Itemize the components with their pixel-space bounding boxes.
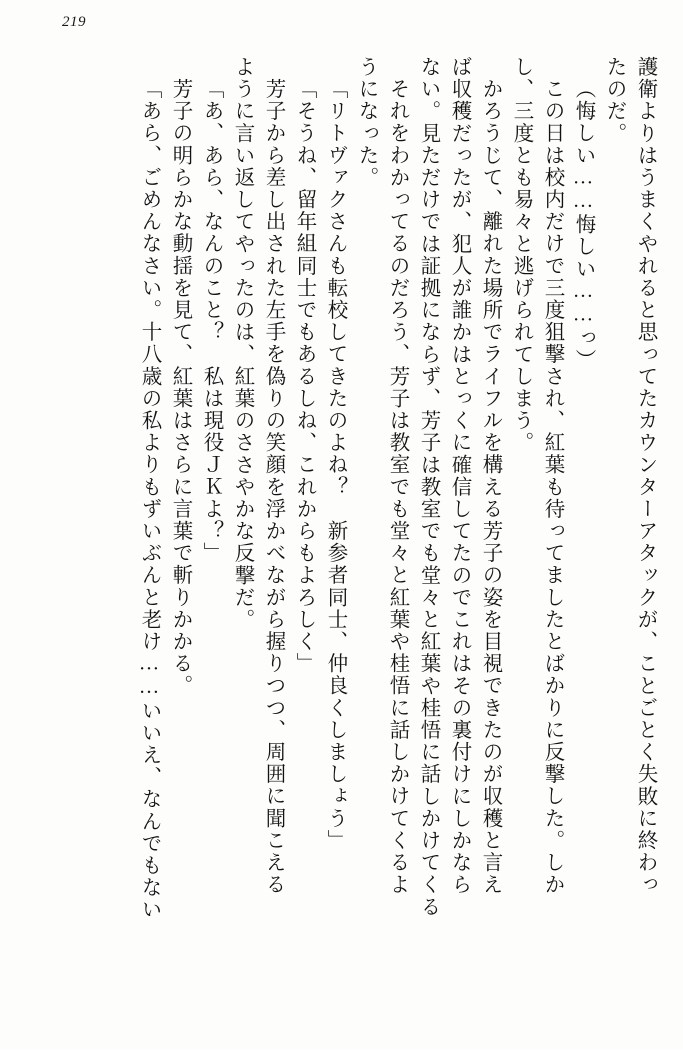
text-line: 護衛よりはうまくやれると思ってたカウンターアタックが、ことごとく失敗に終わっ <box>634 56 656 896</box>
text-line: 「あら、ごめんなさい。十八歳の私よりもずいぶんと老け……いいえ、なんでもない <box>138 78 160 921</box>
text-line: し、三度とも易々と逃げられてしまう。 <box>510 56 532 454</box>
text-line: （悔しい……悔しい……っ） <box>572 78 594 372</box>
text-line: ない。見ただけでは証拠にならず、芳子は教室でも堂々と紅葉や桂悟に話しかけてくる <box>417 56 439 918</box>
text-line: かろうじて、離れた場所でライフルを構える芳子の姿を目視できたのが収穫と言え <box>479 78 501 896</box>
vertical-text-body <box>28 56 655 1032</box>
text-line: ように言い返してやったのは、紅葉のささやかな反撃だ。 <box>231 56 253 631</box>
text-line: うになった。 <box>355 56 377 189</box>
text-line: 「リトヴァクさんも転校してきたのよね？ 新参者同士、仲良くしましょう」 <box>324 78 346 852</box>
text-line: 「そうね、留年組同士でもあるしね、これからもよろしく」 <box>293 78 315 675</box>
text-line: 「あ、あら、なんのこと？ 私は現役ＪＫよ？」 <box>200 78 222 565</box>
page-number: 219 <box>62 14 86 30</box>
text-line: たのだ。 <box>603 56 625 145</box>
text-line: 芳子から差し出された左手を偽りの笑顔を浮かべながら握りつつ、周囲に聞こえる <box>262 78 284 896</box>
text-line: この日は校内だけで三度狙撃され、紅葉も待ってましたとばかりに反撃した。しか <box>541 78 563 896</box>
text-line: 芳子の明らかな動揺を見て、紅葉はさらに言葉で斬りかかる。 <box>169 78 191 697</box>
text-line: ば収穫だったが、犯人が誰かはとっくに確信してたのでこれはその裏付けにしかなら <box>448 56 470 896</box>
text-line: それをわかってるのだろう、芳子は教室でも堂々と紅葉や桂悟に話しかけてくるよ <box>386 78 408 896</box>
